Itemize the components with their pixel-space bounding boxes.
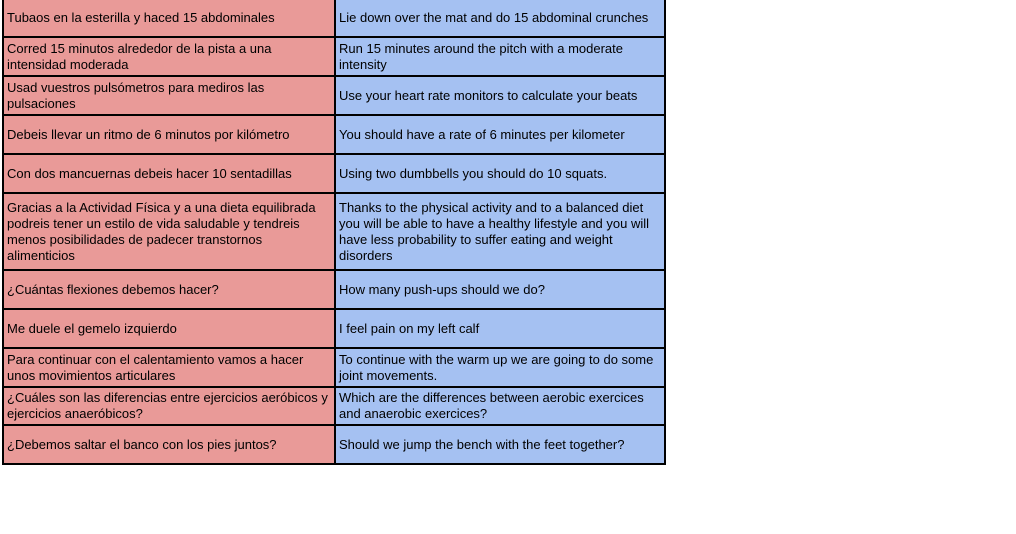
english-cell[interactable]: Which are the differences between aerobic exercices and anaerobic exercices?: [335, 387, 665, 425]
table-row: [3, 309, 665, 348]
english-cell[interactable]: I feel pain on my left calf: [335, 309, 665, 348]
spanish-cell[interactable]: Tubaos en la esterilla y haced 15 abdominales: [3, 0, 335, 37]
spanish-cell[interactable]: ¿Cuántas flexiones debemos hacer?: [3, 270, 335, 309]
table-row: [3, 37, 665, 76]
table-row: [3, 387, 665, 425]
english-cell[interactable]: Should we jump the bench with the feet together?: [335, 425, 665, 464]
spanish-cell[interactable]: Usad vuestros pulsómetros para mediros las pulsaciones: [3, 76, 335, 115]
table-row: [3, 270, 665, 309]
table-row: [3, 115, 665, 154]
english-cell[interactable]: How many push-ups should we do?: [335, 270, 665, 309]
english-cell[interactable]: Lie down over the mat and do 15 abdominal crunches: [335, 0, 665, 37]
spanish-cell[interactable]: Con dos mancuernas debeis hacer 10 sentadillas: [3, 154, 335, 193]
spanish-cell[interactable]: Debeis llevar un ritmo de 6 minutos por kilómetro: [3, 115, 335, 154]
english-cell[interactable]: Thanks to the physical activity and to a balanced diet you will be able to have a healthy lifestyle and you will have less probability to suffer eating and weight disorders: [335, 193, 665, 270]
table-row: [3, 154, 665, 193]
spanish-cell[interactable]: Gracias a la Actividad Física y a una dieta equilibrada podreis tener un estilo de vida saludable y tendreis menos posibilidades de padecer transtornos alimenticios: [3, 193, 335, 270]
spanish-cell[interactable]: Me duele el gemelo izquierdo: [3, 309, 335, 348]
english-cell[interactable]: Use your heart rate monitors to calculate your beats: [335, 76, 665, 115]
table-row: [3, 193, 665, 270]
spanish-cell[interactable]: Corred 15 minutos alrededor de la pista a una intensidad moderada: [3, 37, 335, 76]
table-row: [3, 425, 665, 464]
spanish-cell[interactable]: Para continuar con el calentamiento vamos a hacer unos movimientos articulares: [3, 348, 335, 387]
spanish-cell[interactable]: ¿Debemos saltar el banco con los pies juntos?: [3, 425, 335, 464]
spanish-cell[interactable]: ¿Cuáles son las diferencias entre ejercicios aeróbicos y ejercicios anaeróbicos?: [3, 387, 335, 425]
english-cell[interactable]: You should have a rate of 6 minutes per kilometer: [335, 115, 665, 154]
table-row: [3, 348, 665, 387]
english-cell[interactable]: Run 15 minutes around the pitch with a moderate intensity: [335, 37, 665, 76]
table-row: [3, 0, 665, 37]
english-cell[interactable]: To continue with the warm up we are going to do some joint movements.: [335, 348, 665, 387]
translation-table: [2, 0, 666, 465]
english-cell[interactable]: Using two dumbbells you should do 10 squats.: [335, 154, 665, 193]
table-row: [3, 76, 665, 115]
